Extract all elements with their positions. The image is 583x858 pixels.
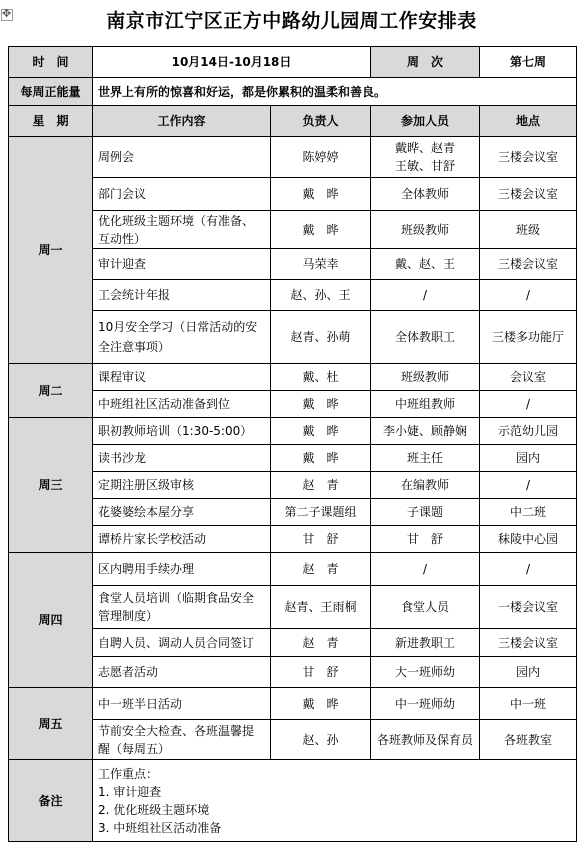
row-owner: 赵 青 xyxy=(271,472,371,499)
row-owner: 马荣幸 xyxy=(271,249,371,280)
row-content: 志愿者活动 xyxy=(93,657,271,688)
day-friday: 周五 xyxy=(9,688,93,760)
row-owner: 赵青、王雨桐 xyxy=(271,586,371,629)
row-participants: 大一班师幼 xyxy=(371,657,480,688)
row-place: 中二班 xyxy=(480,499,577,526)
row-content: 周例会 xyxy=(93,137,271,178)
row-content: 职初教师培训（1:30-5:00） xyxy=(93,418,271,445)
notes-label: 备注 xyxy=(9,760,93,842)
notes-item: 2. 优化班级主题环境 xyxy=(98,802,210,817)
row-place: / xyxy=(480,472,577,499)
row-owner: 赵、孙 xyxy=(271,720,371,760)
table-row xyxy=(9,311,577,364)
table-row xyxy=(9,445,577,472)
row-owner: 戴 晔 xyxy=(271,445,371,472)
notes-cell xyxy=(93,760,577,842)
table-row xyxy=(9,364,577,391)
row-owner: 第二子课题组 xyxy=(271,499,371,526)
row-place: 会议室 xyxy=(480,364,577,391)
energy-text: 世界上有所的惊喜和好运，都是你累积的温柔和善良。 xyxy=(93,78,577,106)
day-tuesday: 周二 xyxy=(9,364,93,418)
table-row xyxy=(9,688,577,720)
row-content: 优化班级主题环境（有准备、互动性） xyxy=(93,211,271,249)
row-owner: 戴、杜 xyxy=(271,364,371,391)
row-place: 秣陵中心园 xyxy=(480,526,577,553)
row-content: 部门会议 xyxy=(93,178,271,211)
week-label: 周 次 xyxy=(371,47,480,78)
table-row xyxy=(9,211,577,249)
row-participants: 戴、赵、王 xyxy=(371,249,480,280)
column-header-owner: 负责人 xyxy=(271,106,371,137)
week-value: 第七周 xyxy=(480,47,577,78)
table-row xyxy=(9,657,577,688)
row-participants: 各班教师及保育员 xyxy=(371,720,480,760)
row-owner: 赵青、孙萌 xyxy=(271,311,371,364)
row-place: 示范幼儿园 xyxy=(480,418,577,445)
row-content: 自聘人员、调动人员合同签订 xyxy=(93,629,271,657)
table-row xyxy=(9,499,577,526)
row-participants: 戴晔、赵青 王敏、甘舒 xyxy=(371,137,480,178)
row-content: 谭桥片家长学校活动 xyxy=(93,526,271,553)
row-owner: 戴 晔 xyxy=(271,688,371,720)
row-owner: 戴 晔 xyxy=(271,418,371,445)
header-row xyxy=(9,47,577,78)
row-place: 中一班 xyxy=(480,688,577,720)
row-owner: 陈婷婷 xyxy=(271,137,371,178)
day-monday: 周一 xyxy=(9,137,93,364)
row-participants: / xyxy=(371,280,480,311)
row-place: / xyxy=(480,553,577,586)
row-participants: 甘 舒 xyxy=(371,526,480,553)
column-header-day: 星 期 xyxy=(9,106,93,137)
table-row xyxy=(9,418,577,445)
time-label: 时 间 xyxy=(9,47,93,78)
table-row xyxy=(9,586,577,629)
day-wednesday: 周三 xyxy=(9,418,93,553)
row-owner: 甘 舒 xyxy=(271,657,371,688)
row-participants: 李小婕、顾静娴 xyxy=(371,418,480,445)
row-content: 节前安全大检查、各班温馨提醒（每周五） xyxy=(93,720,271,760)
table-row xyxy=(9,720,577,760)
row-owner: 赵 青 xyxy=(271,553,371,586)
table-row xyxy=(9,629,577,657)
row-content: 工会统计年报 xyxy=(93,280,271,311)
notes-item: 3. 中班组社区活动准备 xyxy=(98,820,222,835)
table-row xyxy=(9,526,577,553)
row-participants: 全体教师 xyxy=(371,178,480,211)
row-participants: 中班组教师 xyxy=(371,391,480,418)
energy-label: 每周正能量 xyxy=(9,78,93,106)
row-place: 三楼多功能厅 xyxy=(480,311,577,364)
row-content: 定期注册区级审核 xyxy=(93,472,271,499)
row-owner: 戴 晔 xyxy=(271,391,371,418)
table-row xyxy=(9,249,577,280)
row-participants: 子课题 xyxy=(371,499,480,526)
row-place: 各班教室 xyxy=(480,720,577,760)
row-owner: 赵、孙、王 xyxy=(271,280,371,311)
row-content: 中班组社区活动准备到位 xyxy=(93,391,271,418)
weekly-schedule-table xyxy=(8,46,577,842)
row-place: 三楼会议室 xyxy=(480,137,577,178)
row-owner: 甘 舒 xyxy=(271,526,371,553)
row-content: 花婆婆绘本屋分享 xyxy=(93,499,271,526)
column-header-row xyxy=(9,106,577,137)
row-content: 审计迎查 xyxy=(93,249,271,280)
day-thursday: 周四 xyxy=(9,553,93,688)
row-participants: / xyxy=(371,553,480,586)
column-header-content: 工作内容 xyxy=(93,106,271,137)
column-header-participants: 参加人员 xyxy=(371,106,480,137)
row-content: 读书沙龙 xyxy=(93,445,271,472)
table-row xyxy=(9,391,577,418)
row-participants: 新进教职工 xyxy=(371,629,480,657)
table-row xyxy=(9,178,577,211)
row-content: 中一班半日活动 xyxy=(93,688,271,720)
row-content: 课程审议 xyxy=(93,364,271,391)
page-title: 南京市江宁区正方中路幼儿园周工作安排表 xyxy=(106,10,477,32)
table-row xyxy=(9,137,577,178)
row-participants: 全体教职工 xyxy=(371,311,480,364)
row-content: 区内聘用手续办理 xyxy=(93,553,271,586)
row-participants: 班主任 xyxy=(371,445,480,472)
row-place: / xyxy=(480,391,577,418)
table-row xyxy=(9,472,577,499)
row-owner: 赵 青 xyxy=(271,629,371,657)
row-place: 班级 xyxy=(480,211,577,249)
column-header-place: 地点 xyxy=(480,106,577,137)
row-place: 园内 xyxy=(480,657,577,688)
row-participants: 中一班师幼 xyxy=(371,688,480,720)
row-place: 一楼会议室 xyxy=(480,586,577,629)
row-content: 食堂人员培训（临期食品安全管理制度） xyxy=(93,586,271,629)
row-place: 三楼会议室 xyxy=(480,178,577,211)
energy-row xyxy=(9,78,577,106)
row-content: 10月安全学习（日常活动的安全注意事项） xyxy=(93,311,271,364)
notes-heading: 工作重点： xyxy=(98,766,159,781)
notes-row xyxy=(9,760,577,842)
row-participants: 班级教师 xyxy=(371,211,480,249)
row-participants: 食堂人员 xyxy=(371,586,480,629)
row-place: 三楼会议室 xyxy=(480,629,577,657)
notes-item: 1. 审计迎查 xyxy=(98,784,162,799)
table-row xyxy=(9,553,577,586)
row-owner: 戴 晔 xyxy=(271,178,371,211)
row-place: 三楼会议室 xyxy=(480,249,577,280)
row-owner: 戴 晔 xyxy=(271,211,371,249)
row-place: / xyxy=(480,280,577,311)
time-value: 10月14日-10月18日 xyxy=(93,47,371,78)
row-place: 园内 xyxy=(480,445,577,472)
row-participants: 班级教师 xyxy=(371,364,480,391)
row-participants: 在编教师 xyxy=(371,472,480,499)
table-row xyxy=(9,280,577,311)
